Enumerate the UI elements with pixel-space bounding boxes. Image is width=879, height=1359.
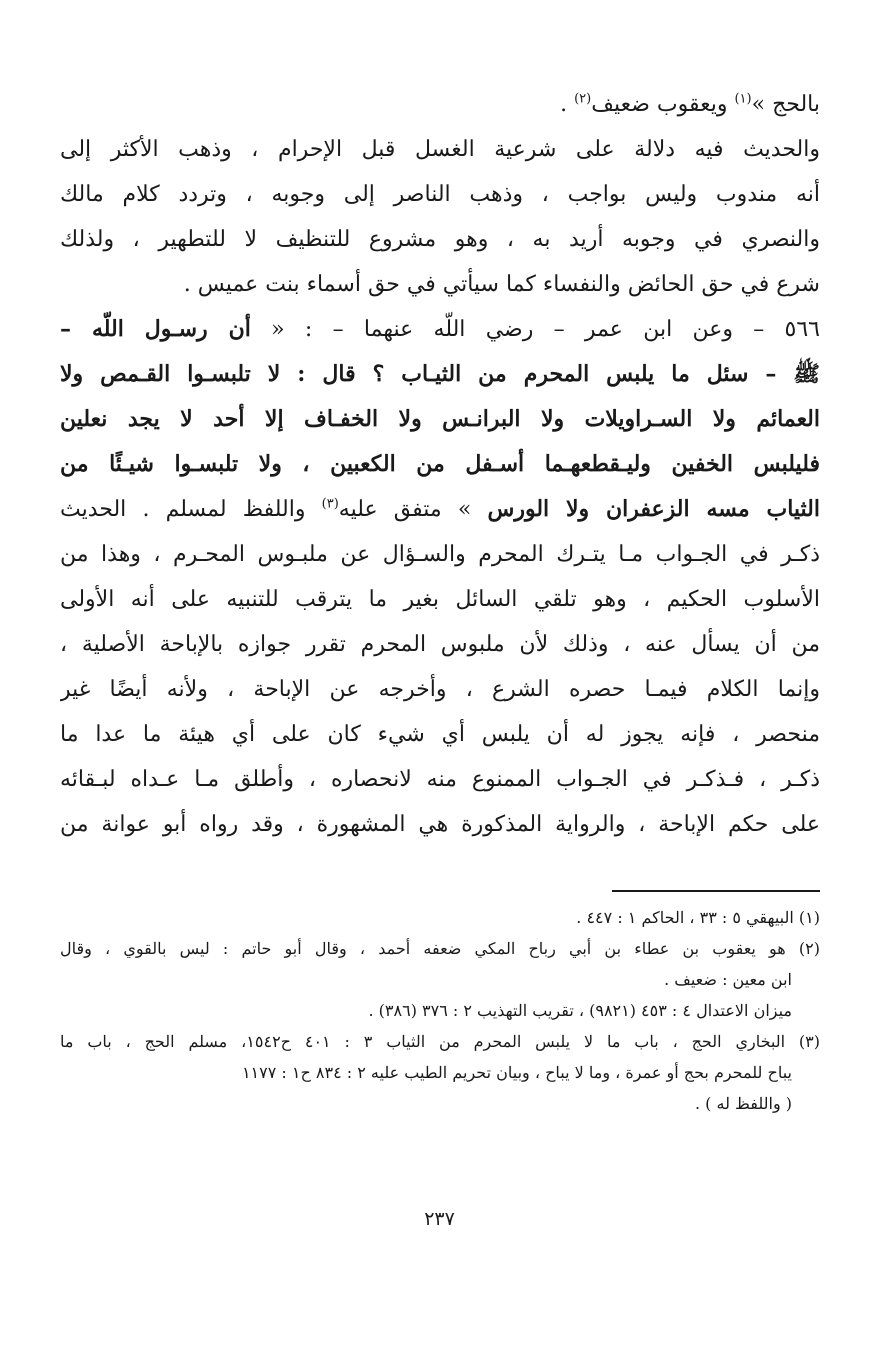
text-run: . [560, 92, 575, 117]
hadith-end-line [60, 487, 820, 532]
text-run: ويعقوب ضعيف [591, 92, 735, 117]
text-run: ٥٦٦ – وعن ابن عمر – رضي اللّه عنهما – : « [250, 317, 820, 342]
body-line: من أن يسأل عنه ، وذلك لأن ملبوس المحرم تقرر جوازه بالإباحة الأصلية ، [60, 632, 820, 657]
page-number: ٢٣٧ [424, 1208, 455, 1230]
footnote-2-continued: ابن معين : ضعيف . [664, 970, 792, 989]
footnote-3-continued: يباح للمحرم بحج أو عمرة ، وما لا يباح ، وبيان تحريم الطيب عليه ٢ : ٨٣٤ ح١ : ١١٧٧ [241, 1063, 792, 1082]
footnote-ref-3[interactable]: (٣) [321, 496, 339, 512]
hadith-text-bold: الثياب مسه الزعفران ولا الورس [487, 496, 820, 522]
body-line: الأسلوب الحكيم ، وهو تلقي السائل بغير ما يترقب للتنبيه على أنه الأولى [60, 587, 820, 612]
body-line: والحديث فيه دلالة على شرعية الغسل قبل الإحرام ، وذهب الأكثر إلى [60, 137, 820, 162]
hadith-line: العمائم ولا السـراويلات ولا البرانـس ولا الخفـاف إلا أحد لا يجد نعلين [60, 406, 820, 432]
hadith-line: ﷺ – سئل ما يلبس المحرم من الثيـاب ؟ قال : لا تلبسـوا القـمص ولا [60, 361, 820, 387]
hadith-line: فليلبس الخفين وليـقطعهـما أسـفل من الكعبين ، ولا تلبسـوا شيـئًا من [60, 451, 820, 477]
body-line: والنصري في وجوبه أريد به ، وهو مشروع للتنظيف لا للتطهير ، ولذلك [60, 227, 820, 252]
text-run: » متفق عليه [338, 497, 488, 522]
footnotes [60, 902, 820, 1119]
hadith-text-bold: أن رسـول اللّه – [60, 316, 251, 342]
body-line: ذكـر في الجـواب مـا يتـرك المحرم والسـؤال عن ملبـوس المحـرم ، وهذا من [60, 542, 820, 567]
text-run: واللفظ لمسلم . الحديث [60, 497, 322, 522]
footnote-1: (١) البيهقي ٥ : ٣٣ ، الحاكم ١ : ٤٤٧ . [576, 908, 820, 927]
footnote-ref-2[interactable]: (٢) [574, 91, 592, 107]
body-line: على حكم الإباحة ، والرواية المذكورة هي المشهورة ، وقد رواه أبو عوانة من [60, 812, 820, 837]
body-line: أنه مندوب وليس بواجب ، وذهب الناصر إلى وجوبه ، وتردد كلام مالك [60, 182, 820, 207]
footnote-3: (٣) البخاري الحج ، باب ما لا يلبس المحرم من الثياب ٣ : ٤٠١ ح١٥٤٢، مسلم الحج ، باب ما [60, 1032, 820, 1051]
footnote-3-continued: ( واللفظ له ) . [695, 1094, 792, 1113]
body-line: شرع في حق الحائض والنفساء كما سيأتي في حق أسماء بنت عميس . [183, 272, 820, 297]
footnote-ref-1[interactable]: (١) [734, 91, 752, 107]
body-line: وإنما الكلام فيمـا حصره الشرع ، وأخرجه عن الإباحة ، ولأنه أيضًا غير [60, 677, 820, 702]
text-run: بالحج » [751, 92, 820, 117]
footnote-divider [612, 890, 820, 892]
footnote-2-continued: ميزان الاعتدال ٤ : ٤٥٣ (٩٨٢١) ، تقريب التهذيب ٢ : ٣٧٦ (٣٨٦) . [368, 1001, 792, 1020]
footnote-2: (٢) هو يعقوب بن عطاء بن أبي رباح المكي ضعفه أحمد ، وقال أبو حاتم : ليس بالقوي ، وقال [60, 939, 820, 958]
hadith-heading-line [60, 307, 820, 352]
body-line: ذكـر ، فـذكـر في الجـواب الممنوع منه لانحصاره ، وأطلق مـا عـداه لبـقائه [60, 767, 820, 792]
page-body [60, 82, 820, 847]
body-line [60, 82, 820, 127]
body-line: منحصر ، فإنه يجوز له أن يلبس أي شيء كان على أي هيئة ما عدا ما [60, 722, 820, 747]
